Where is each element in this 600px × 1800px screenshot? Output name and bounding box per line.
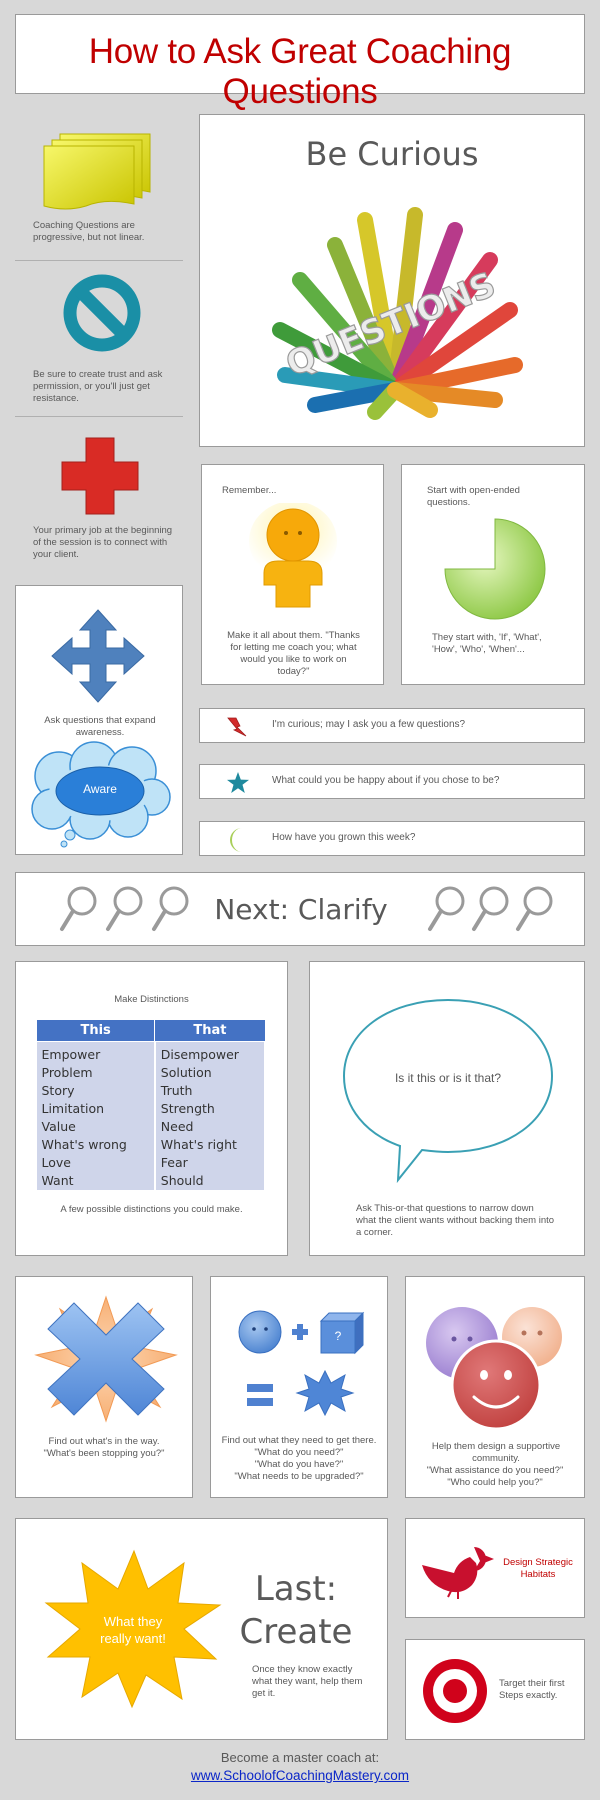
pie-icon: [439, 517, 551, 622]
distinctions-card: [15, 961, 288, 1256]
question-text: How have you grown this week?: [272, 832, 416, 843]
create-text: Once they know exactly what they want, help them get it.: [252, 1664, 363, 1699]
person-icon: [248, 503, 338, 611]
divider: [15, 416, 183, 417]
footer-link[interactable]: www.SchoolofCoachingMastery.com: [190, 1768, 410, 1783]
clarify-title: Next: Clarify: [214, 893, 388, 926]
table-row: [37, 1082, 266, 1100]
magnifier-icon: [514, 885, 554, 933]
magnifier-icon: [470, 885, 510, 933]
questions-art-word: QUESTIONS: [280, 264, 502, 385]
header-card: [15, 14, 585, 111]
magnifier-icon: [104, 885, 144, 933]
divider: [15, 260, 183, 261]
table-row: [37, 1136, 266, 1154]
sticky-notes-icon: [42, 130, 157, 210]
curious-card: [199, 114, 585, 447]
distinctions-table: [36, 1019, 266, 1190]
red-cross-icon: [60, 436, 140, 516]
curious-title: Be Curious: [305, 135, 479, 173]
table-cell: Story: [37, 1082, 155, 1100]
equals-icon: [245, 1381, 275, 1409]
expand-text: Ask questions that expand awareness.: [44, 715, 156, 738]
table-cell: Should: [155, 1172, 265, 1190]
table-cell: Want: [37, 1172, 155, 1190]
table-cell: Solution: [155, 1064, 265, 1082]
table-cell: Truth: [155, 1082, 265, 1100]
questions-burst-image: [255, 200, 535, 425]
need-line2: "What do you need?": [254, 1447, 344, 1458]
table-header-that: That: [155, 1020, 265, 1042]
table-cell: Empower: [37, 1046, 155, 1064]
lightning-icon: [226, 716, 248, 738]
star-icon: [226, 771, 250, 795]
create-title-line1: Last:: [254, 1569, 338, 1609]
create-card: [15, 1518, 388, 1740]
table-cell: What's right: [155, 1136, 265, 1154]
table-cell: Strength: [155, 1100, 265, 1118]
starburst-icon: [295, 1369, 355, 1417]
sidebar-item-text: Your primary job at the beginning of the session is to connect with your client.: [33, 525, 173, 560]
smiley-circle-icon: [237, 1309, 283, 1355]
table-row: [37, 1046, 266, 1064]
footer-text: Become a master coach at:: [220, 1750, 380, 1765]
community-card: [405, 1276, 585, 1498]
speech-bubble-icon: [338, 996, 558, 1186]
sidebar-item-text: Be sure to create trust and ask permission, or you'll just get resistance.: [33, 369, 163, 404]
remember-label: Remember...: [222, 485, 277, 496]
table-row: [37, 1118, 266, 1136]
question-strip: [199, 821, 585, 856]
four-arrows-icon: [50, 608, 146, 704]
speech-bubble-text: Is it this or is it that?: [394, 1071, 502, 1085]
table-row: [37, 1154, 266, 1172]
table-cell: Limitation: [37, 1100, 155, 1118]
magnifier-icon: [58, 885, 98, 933]
starburst-shape: [44, 1549, 222, 1709]
community-line2: "What assistance do you need?": [426, 1465, 564, 1476]
table-cell: Problem: [37, 1064, 155, 1082]
faces-group-icon: [424, 1303, 569, 1433]
need-line4: "What needs to be upgraded?": [234, 1471, 364, 1482]
openended-label: Start with open-ended questions.: [427, 485, 520, 508]
openended-card: [401, 464, 585, 685]
table-cell: Fear: [155, 1154, 265, 1172]
community-line1: Help them design a supportive community.: [431, 1441, 561, 1464]
moon-icon: [228, 827, 248, 853]
community-line3: "Who could help you?": [447, 1477, 543, 1488]
thisorthat-text: Ask This-or-that questions to narrow down what the client wants without backing them into a corner.: [356, 1203, 555, 1238]
need-line1: Find out what they need to get there.: [221, 1435, 377, 1446]
target-card: [405, 1639, 585, 1740]
remember-text: Make it all about them. "Thanks for letting me coach you; what would you like to work on today?": [227, 630, 360, 677]
way-line2: "What's been stopping you?": [43, 1448, 165, 1459]
need-line3: "What do you have?": [254, 1459, 344, 1470]
table-row: [37, 1064, 266, 1082]
bird-icon: [418, 1539, 496, 1599]
target-icon: [422, 1658, 488, 1724]
question-box-label: ?: [334, 1329, 342, 1343]
table-cell: Need: [155, 1118, 265, 1136]
page-title: How to Ask Great Coaching Questions: [88, 32, 512, 111]
clarify-card: [15, 872, 585, 946]
sidebar-item-text: Coaching Questions are progressive, but not linear.: [33, 220, 145, 243]
target-text: Target their first Steps exactly.: [499, 1678, 565, 1701]
table-row: [37, 1172, 266, 1190]
need-card: [210, 1276, 388, 1498]
question-text: I'm curious; may I ask you a few questions?: [272, 719, 466, 730]
habits-card: [405, 1518, 585, 1618]
way-line1: Find out what's in the way.: [48, 1436, 160, 1447]
prohibited-icon: [62, 273, 142, 353]
magnifier-icon: [426, 885, 466, 933]
starburst-text-line1: What they: [103, 1614, 163, 1629]
openended-text: They start with, 'If', 'What', 'How', 'Who', 'When'...: [432, 632, 542, 655]
starburst-text-line2: really want!: [100, 1631, 166, 1646]
aware-cloud-label: Aware: [83, 782, 117, 796]
table-cell: Value: [37, 1118, 155, 1136]
create-title-line2: Create: [239, 1612, 353, 1652]
table-cell: Love: [37, 1154, 155, 1172]
question-strip: [199, 764, 585, 799]
plus-icon: [291, 1323, 309, 1341]
remember-card: [201, 464, 384, 685]
distinctions-caption: A few possible distinctions you could make.: [60, 1204, 243, 1215]
thisorthat-card: [309, 961, 585, 1256]
table-row: [37, 1100, 266, 1118]
table-cell: What's wrong: [37, 1136, 155, 1154]
table-cell: Disempower: [155, 1046, 265, 1064]
distinctions-title: Make Distinctions: [114, 994, 189, 1005]
question-strip: [199, 708, 585, 743]
question-text: What could you be happy about if you chose to be?: [272, 775, 500, 786]
habits-text: Design Strategic Habitats: [503, 1557, 573, 1580]
x-mark-icon: [32, 1289, 180, 1424]
expand-card: [15, 585, 183, 855]
table-header-this: This: [37, 1020, 155, 1042]
way-card: [15, 1276, 193, 1498]
